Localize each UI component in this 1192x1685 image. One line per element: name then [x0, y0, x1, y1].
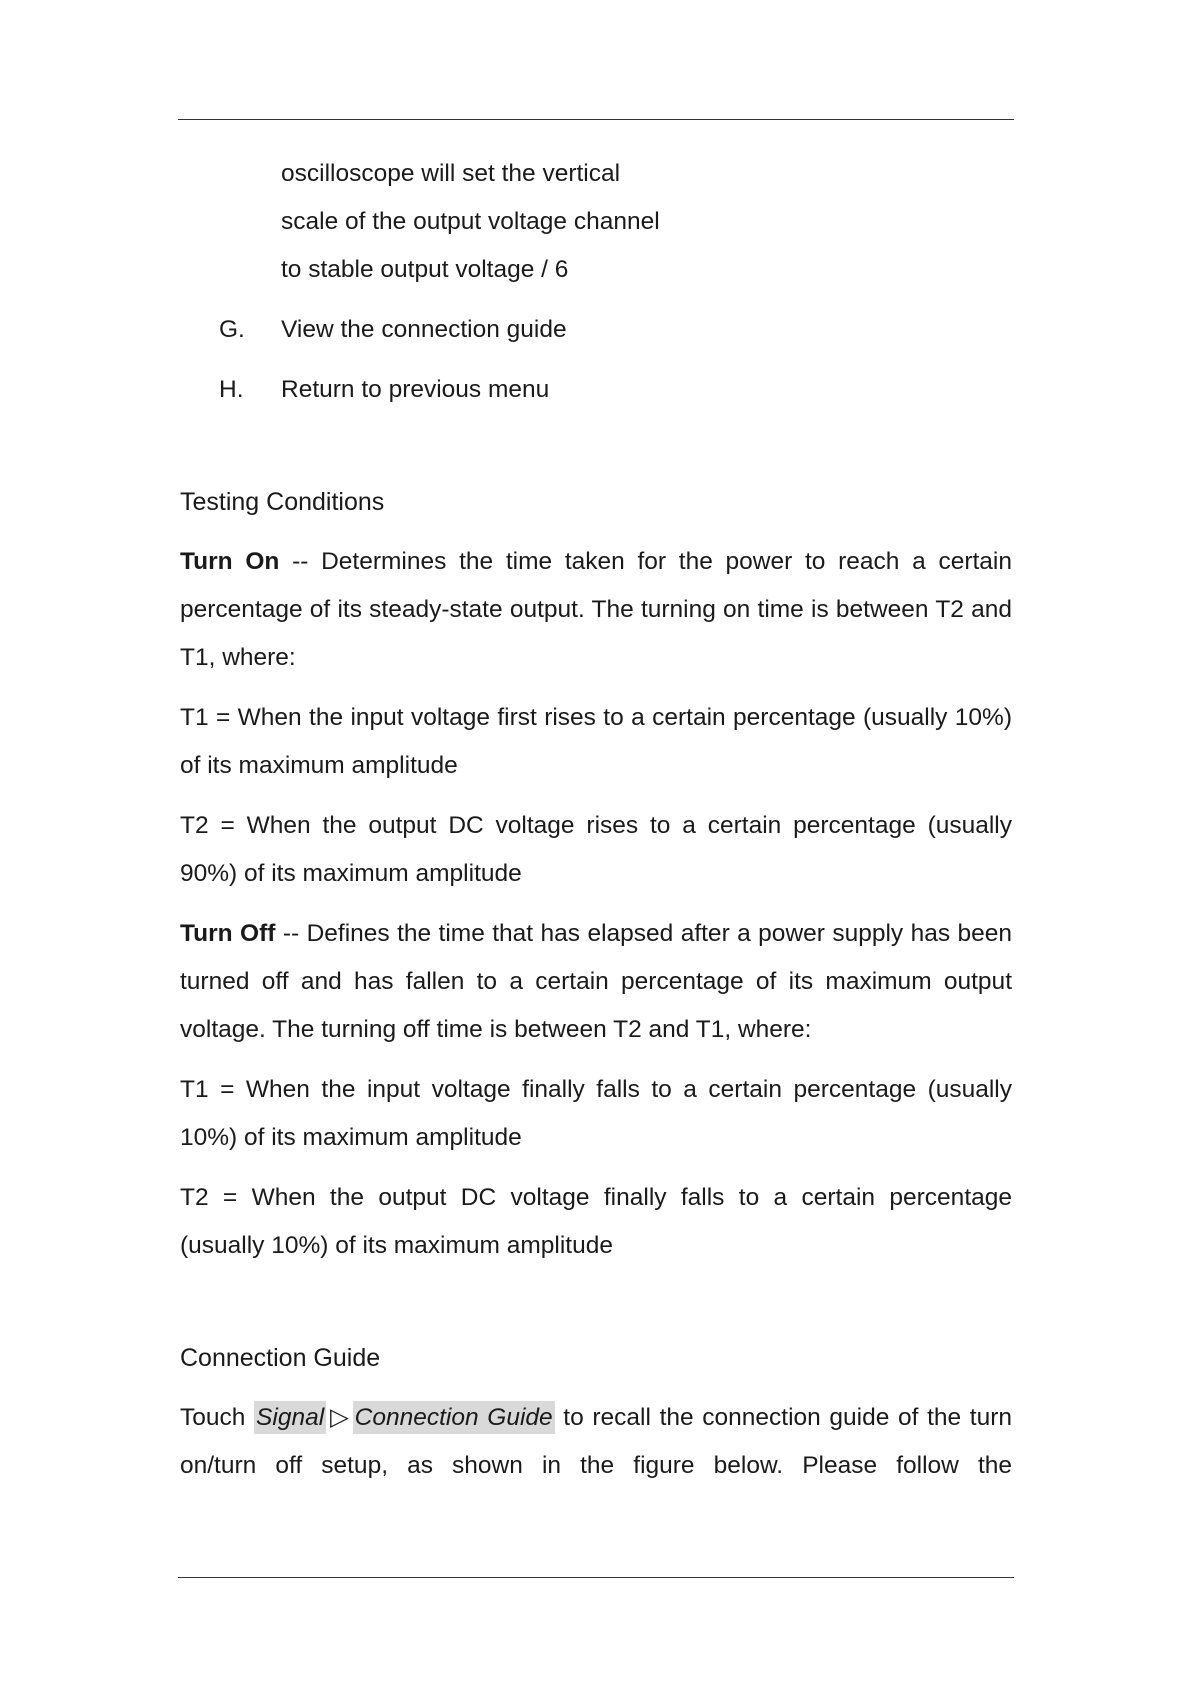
turn-off-term: Turn Off [180, 920, 276, 947]
list-continuation [281, 150, 1012, 294]
menu-separator-icon: ▷ [328, 1404, 351, 1431]
turn-on-text: -- Determines the time taken for the power to reach a certain percentage of its steady-state output. The turning on time is between T2 and T1, where: [180, 548, 1012, 671]
connection-guide-paragraph [180, 1394, 1012, 1490]
turn-on-t2: T2 = When the output DC voltage rises to a certain percentage (usually 90%) of its maximum amplitude [180, 812, 1012, 887]
connection-guide-text: to recall the connection guide of the turn on/turn off setup, as shown in the figure below. Please follow the [180, 1404, 1013, 1479]
turn-off-paragraph [180, 910, 1012, 1054]
list-marker: G. [219, 316, 245, 343]
continuation-line: scale of the output voltage channel [281, 208, 660, 235]
header-rule [178, 119, 1014, 120]
connection-guide-heading: Connection Guide [180, 1344, 381, 1372]
list-item-text: View the connection guide [281, 316, 567, 343]
continuation-line: to stable output voltage / 6 [281, 256, 569, 283]
testing-conditions-heading: Testing Conditions [180, 488, 385, 516]
list-item-g [219, 306, 1012, 354]
turn-on-paragraph [180, 538, 1012, 682]
connection-guide-menu-ref: Connection Guide [353, 1401, 555, 1434]
turn-off-t2: T2 = When the output DC voltage finally falls to a certain percentage (usually 10%) of its maximum amplitude [180, 1184, 1012, 1259]
turn-on-t1: T1 = When the input voltage first rises to a certain percentage (usually 10%) of its maximum amplitude [180, 704, 1012, 779]
page-content [180, 150, 1012, 1490]
touch-word: Touch [180, 1404, 255, 1431]
footer-rule [178, 1577, 1014, 1578]
turn-on-term: Turn On [180, 548, 280, 575]
list-item-h [219, 366, 1012, 414]
turn-off-text: -- Defines the time that has elapsed after a power supply has been turned off and has fallen to a certain percentage of its maximum output voltage. The turning off time is between T2 and T1, where: [180, 920, 1012, 1043]
continuation-line: oscilloscope will set the vertical [281, 160, 621, 187]
turn-off-t1: T1 = When the input voltage finally falls to a certain percentage (usually 10%) of its maximum amplitude [180, 1076, 1012, 1151]
list-marker: H. [219, 376, 244, 403]
signal-menu-ref: Signal [254, 1401, 326, 1434]
list-item-text: Return to previous menu [281, 376, 550, 403]
